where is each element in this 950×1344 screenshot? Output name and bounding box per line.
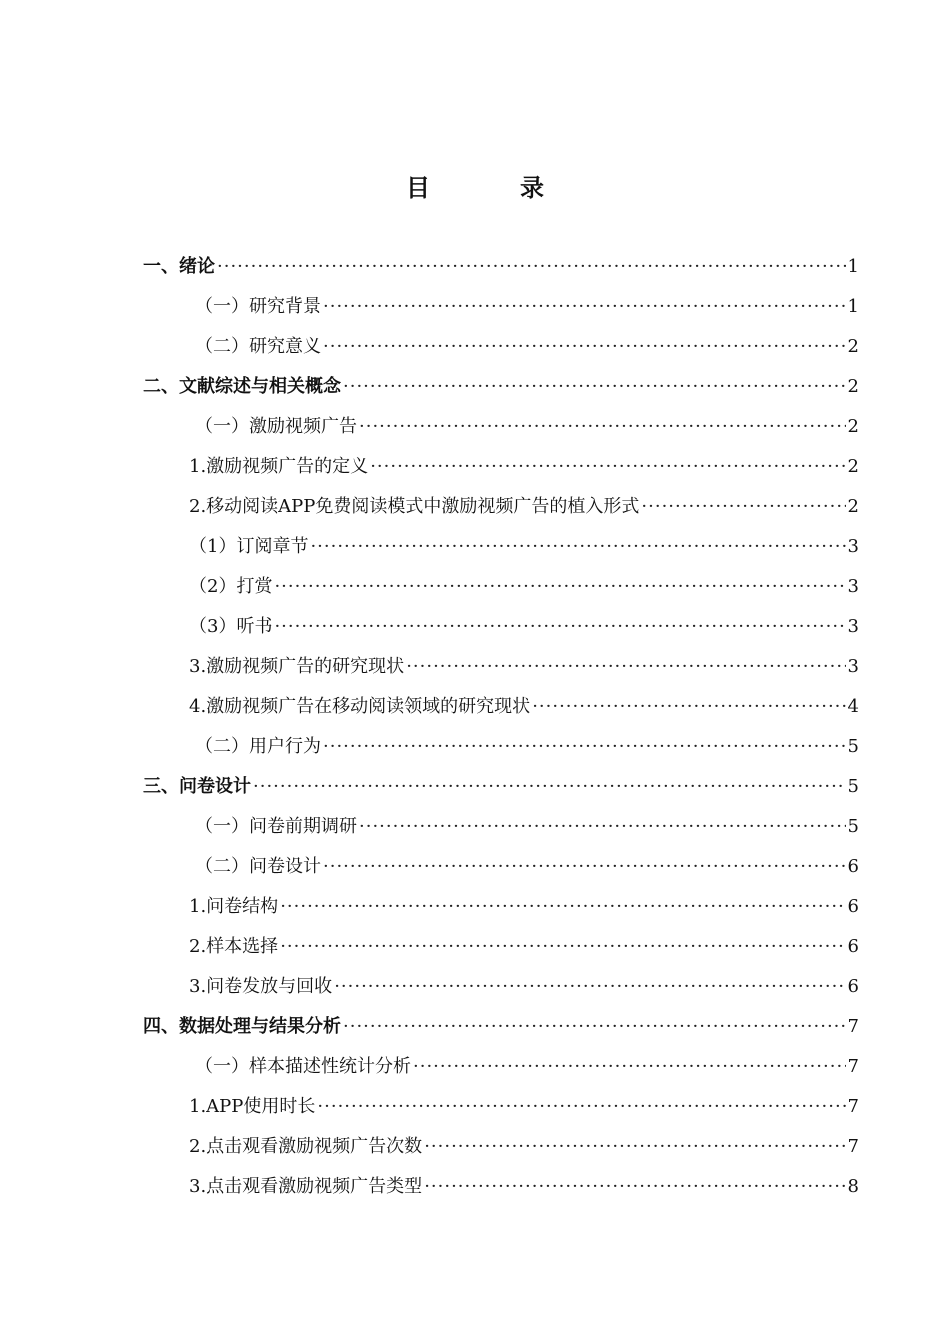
toc-dot-leader [413, 1047, 846, 1087]
toc-page-number: 2 [847, 456, 859, 477]
toc-entry-title: （二）问卷设计 [195, 856, 321, 877]
toc-dot-leader [253, 767, 846, 807]
toc-dot-leader [323, 727, 846, 767]
toc-entry-title: 二、文献综述与相关概念 [143, 376, 341, 397]
toc-entry-title: （一）样本描述性统计分析 [195, 1056, 411, 1077]
toc-entry[interactable] [143, 887, 859, 927]
toc-page-number: 3 [847, 536, 859, 557]
toc-entry[interactable] [143, 927, 859, 967]
toc-entry[interactable] [143, 527, 859, 567]
toc-entry[interactable] [143, 1127, 859, 1167]
toc-entry[interactable] [143, 847, 859, 887]
toc-entry[interactable] [143, 487, 859, 527]
toc-dot-leader [310, 527, 845, 567]
toc-page-number: 4 [847, 696, 859, 717]
toc-dot-leader [323, 287, 846, 327]
toc-entry[interactable] [143, 447, 859, 487]
toc-entry-title: （二）用户行为 [195, 736, 321, 757]
toc-page-number: 5 [847, 816, 859, 837]
toc-dot-leader [370, 447, 845, 487]
toc-entry[interactable] [143, 607, 859, 647]
toc-entry[interactable] [143, 767, 859, 807]
toc-entry-title: （2）打赏 [189, 576, 273, 597]
page-title [0, 168, 950, 203]
toc-entry-title: 三、问卷设计 [143, 776, 251, 797]
toc-page-number: 3 [847, 576, 859, 597]
toc-entry-title: 3.问卷发放与回收 [189, 976, 333, 997]
toc-page-number: 2 [847, 376, 859, 397]
toc-dot-leader [280, 887, 845, 927]
toc-entry-title: 1.激励视频广告的定义 [189, 456, 369, 477]
toc-dot-leader [217, 247, 846, 287]
toc-page-number: 7 [847, 1056, 859, 1077]
toc-dot-leader [406, 647, 845, 687]
toc-dot-leader [317, 1087, 845, 1127]
toc-page-number: 2 [847, 416, 859, 437]
toc-page-number: 8 [847, 1176, 859, 1197]
toc-entry[interactable] [143, 1047, 859, 1087]
toc-dot-leader [343, 1007, 846, 1047]
toc-entry[interactable] [143, 807, 859, 847]
toc-page-number: 6 [847, 936, 859, 957]
toc-entry-title: 2.点击观看激励视频广告次数 [189, 1136, 423, 1157]
toc-entry[interactable] [143, 367, 859, 407]
toc-entry-title: 3.点击观看激励视频广告类型 [189, 1176, 423, 1197]
toc-entry[interactable] [143, 1087, 859, 1127]
toc-page-number: 2 [847, 496, 859, 517]
toc-entry-title: （一）激励视频广告 [195, 416, 357, 437]
toc-entry-title: 2.样本选择 [189, 936, 279, 957]
toc-dot-leader [424, 1127, 845, 1167]
toc-dot-leader [359, 407, 846, 447]
title-char-right: 录 [520, 173, 544, 202]
toc-entry-title: 1.APP使用时长 [189, 1096, 316, 1117]
toc-dot-leader [532, 687, 845, 727]
toc-entry[interactable] [143, 647, 859, 687]
title-char-left: 目 [406, 173, 430, 202]
toc-dot-leader [424, 1167, 845, 1207]
toc-page-number: 3 [847, 616, 859, 637]
toc-page-number: 7 [847, 1136, 859, 1157]
toc-entry-title: （3）听书 [189, 616, 273, 637]
toc-dot-leader [323, 847, 846, 887]
toc-dot-leader [323, 327, 846, 367]
toc-entry-title: 四、数据处理与结果分析 [143, 1016, 341, 1037]
toc-page-number: 3 [847, 656, 859, 677]
toc-entry-title: （二）研究意义 [195, 336, 321, 357]
toc-entry-title: （1）订阅章节 [189, 536, 309, 557]
toc-dot-leader [359, 807, 846, 847]
toc-page-number: 5 [847, 736, 859, 757]
toc-page-number: 7 [847, 1016, 859, 1037]
toc-entry[interactable] [143, 1167, 859, 1207]
toc-entry-title: 一、绪论 [143, 256, 215, 277]
toc-entry-title: 3.激励视频广告的研究现状 [189, 656, 405, 677]
toc-entry[interactable] [143, 247, 859, 287]
toc-entry-title: 4.激励视频广告在移动阅读领域的研究现状 [189, 696, 531, 717]
toc-entry-title: 2.移动阅读APP免费阅读模式中激励视频广告的植入形式 [189, 496, 640, 517]
toc-entry[interactable] [143, 687, 859, 727]
toc-page-number: 2 [847, 336, 859, 357]
toc-entry[interactable] [143, 727, 859, 767]
toc-dot-leader [274, 607, 845, 647]
toc-entry-title: （一）研究背景 [195, 296, 321, 317]
toc-dot-leader [641, 487, 845, 527]
toc-page-number: 6 [847, 976, 859, 997]
toc-page-number: 1 [847, 256, 859, 277]
toc-entry[interactable] [143, 287, 859, 327]
toc-page-number: 7 [847, 1096, 859, 1117]
toc-page-number: 5 [847, 776, 859, 797]
toc-entry[interactable] [143, 567, 859, 607]
toc-dot-leader [334, 967, 845, 1007]
toc-page-number: 6 [847, 896, 859, 917]
toc-entry-title: （一）问卷前期调研 [195, 816, 357, 837]
toc-entry[interactable] [143, 1007, 859, 1047]
toc-entry[interactable] [143, 407, 859, 447]
toc-dot-leader [280, 927, 845, 967]
toc-entry[interactable] [143, 327, 859, 367]
toc-dot-leader [343, 367, 846, 407]
table-of-contents [143, 247, 859, 1207]
toc-page-number: 1 [847, 296, 859, 317]
toc-page-number: 6 [847, 856, 859, 877]
toc-entry[interactable] [143, 967, 859, 1007]
toc-dot-leader [274, 567, 845, 607]
toc-entry-title: 1.问卷结构 [189, 896, 279, 917]
